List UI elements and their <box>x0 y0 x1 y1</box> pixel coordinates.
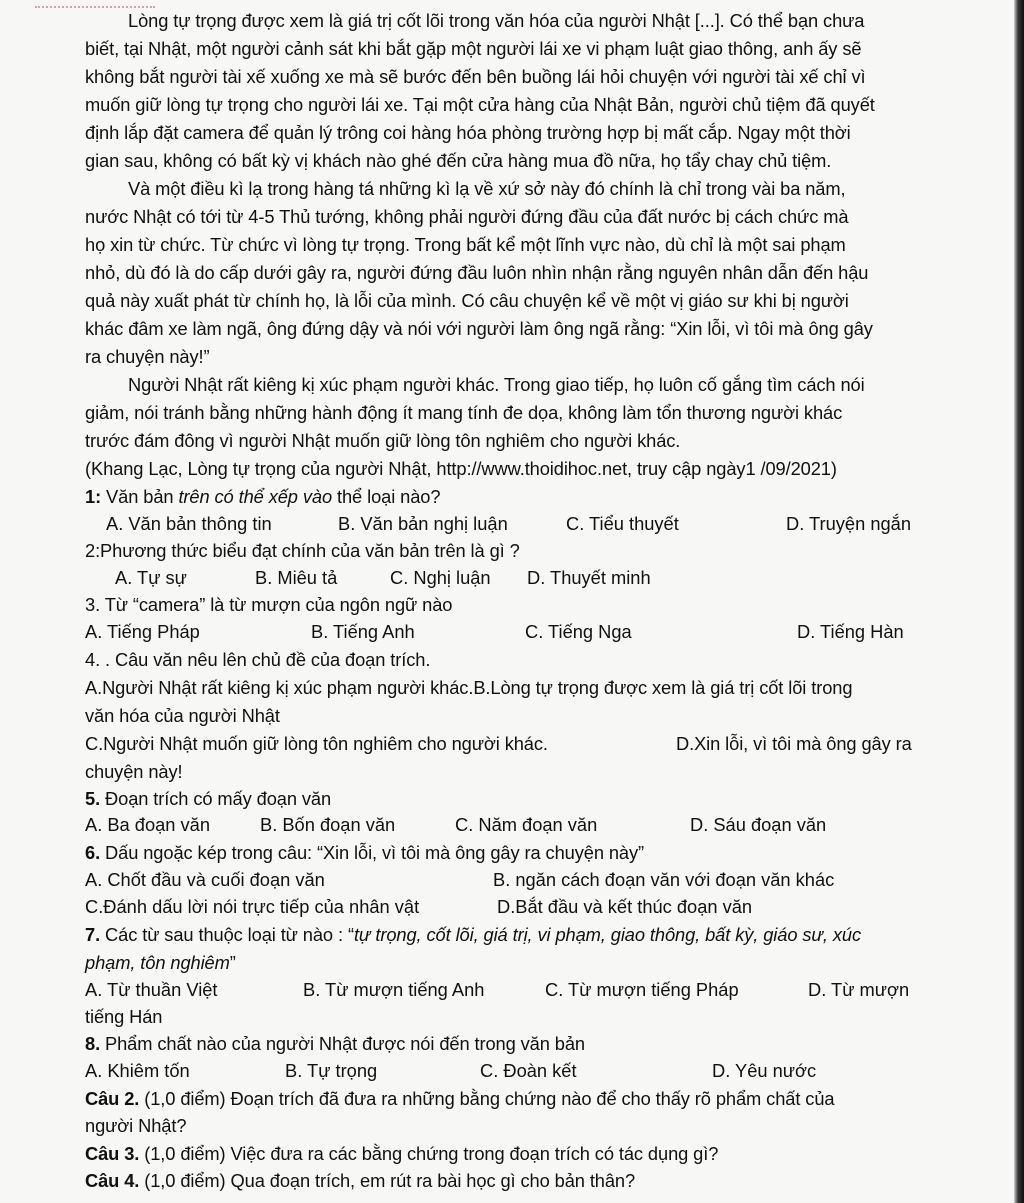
q6-option-a: A. Chốt đầu và cuối đoạn văn <box>85 869 325 890</box>
question-number: 8. <box>85 1033 101 1054</box>
question-text: Các từ sau thuộc loại từ nào : “ <box>100 924 354 945</box>
q2-option-a: A. Tự sự <box>115 567 187 588</box>
q6-option-c: C.Đánh dấu lời nói trực tiếp của nhân vật <box>85 896 420 917</box>
q6-option-b: B. ngăn cách đoạn văn với đoạn văn khác <box>493 869 835 890</box>
passage-line: giảm, nói tránh bằng những hành động ít mang tính đe dọa, không làm tổn thương người khác <box>85 402 843 423</box>
passage-line: muốn giữ lòng tự trọng cho người lái xe. Tại một cửa hàng của Nhật Bản, người chủ tiệm đã quyết <box>85 94 875 115</box>
passage-line: nhỏ, dù đó là do cấp dưới gây ra, người đứng đầu luôn nhìn nhận rằng nguyên nhân dẫn đến hậu <box>85 262 869 283</box>
q3-option-b: B. Tiếng Anh <box>311 621 415 642</box>
essay-question-2 <box>85 1086 834 1112</box>
q2-option-c: C. Nghị luận <box>390 567 491 588</box>
q5-option-a: A. Ba đoạn văn <box>85 814 211 835</box>
passage-line: ra chuyện này!” <box>85 346 210 367</box>
q8-option-a: A. Khiêm tốn <box>85 1060 190 1081</box>
question-number: 5. <box>85 788 101 809</box>
question-number: 1: <box>85 486 102 507</box>
passage-line: trước đám đông vì người Nhật muốn giữ lòng tôn nghiêm cho người khác. <box>85 430 681 451</box>
essay-question-4 <box>85 1168 635 1194</box>
q7-option-d-cont: tiếng Hán <box>85 1006 163 1027</box>
q4-options-line: chuyện này! <box>85 761 183 782</box>
pen-scribble-mark <box>35 0 155 8</box>
q3-option-d: D. Tiếng Hàn <box>797 621 904 642</box>
essay-text: (1,0 điểm) Qua đoạn trích, em rút ra bài học gì cho bản thân? <box>139 1170 636 1191</box>
question-text-italic: trên có thể xếp vào <box>178 486 333 507</box>
question-text: Dấu ngoặc kép trong câu: “Xin lỗi, vì tôi mà ông gây ra chuyện này” <box>100 842 645 863</box>
essay-text: (1,0 điểm) Việc đưa ra các bằng chứng trong đoạn trích có tác dụng gì? <box>139 1143 719 1164</box>
essay-label: Câu 2. <box>85 1088 140 1109</box>
question-7-cont <box>85 950 236 976</box>
q1-option-b: B. Văn bản nghị luận <box>338 513 508 534</box>
q7-option-c: C. Từ mượn tiếng Pháp <box>545 979 739 1000</box>
passage-line: nước Nhật có tới từ 4-5 Thủ tướng, không phải người đứng đầu của đất nước bị cách chức mà <box>85 206 849 227</box>
question-text: thể loại nào? <box>332 486 441 507</box>
essay-question-3 <box>85 1141 718 1167</box>
q2-option-d: D. Thuyết minh <box>527 567 651 588</box>
q6-option-d: D.Bắt đầu và kết thúc đoạn văn <box>497 896 753 917</box>
question-2: 2:Phương thức biểu đạt chính của văn bản trên là gì ? <box>85 540 520 561</box>
question-text: Đoạn trích có mấy đoạn văn <box>100 788 332 809</box>
passage-line: không bắt người tài xế xuống xe mà sẽ bước đến bên buồng lái hỏi chuyện với người tài xế chỉ vì <box>85 66 866 87</box>
passage-line: họ xin từ chức. Từ chức vì lòng tự trọng. Trong bất kể một lĩnh vực nào, dù chỉ là một sai phạm <box>85 234 846 255</box>
question-text-italic: phạm, tôn nghiêm <box>85 952 230 973</box>
question-5 <box>85 786 331 812</box>
essay-label: Câu 3. <box>85 1143 140 1164</box>
question-7 <box>85 922 861 948</box>
essay-text: (1,0 điểm) Đoạn trích đã đưa ra những bằng chứng nào để cho thấy rõ phẩm chất của <box>139 1088 835 1109</box>
q4-option-c: C.Người Nhật muốn giữ lòng tôn nghiêm cho người khác. <box>85 733 548 754</box>
question-3: 3. Từ “camera” là từ mượn của ngôn ngữ nào <box>85 594 453 615</box>
question-text: Phẩm chất nào của người Nhật được nói đến trong văn bản <box>100 1033 585 1054</box>
q4-options-line: văn hóa của người Nhật <box>85 705 280 726</box>
q5-option-c: C. Năm đoạn văn <box>455 814 598 835</box>
q7-option-b: B. Từ mượn tiếng Anh <box>303 979 485 1000</box>
passage-line: gian sau, không có bất kỳ vị khách nào ghé đến cửa hàng mua đồ nữa, họ tẩy chay chủ tiệm. <box>85 150 832 171</box>
source-citation: (Khang Lạc, Lòng tự trọng của người Nhật, http://www.thoidihoc.net, truy cập ngày1 /09/2021) <box>85 458 837 479</box>
passage-line: Lòng tự trọng được xem là giá trị cốt lõi trong văn hóa của người Nhật [...]. Có thể bạn chưa <box>128 10 865 31</box>
question-4: 4. . Câu văn nêu lên chủ đề của đoạn trích. <box>85 649 431 670</box>
question-number: 6. <box>85 842 101 863</box>
q7-option-d: D. Từ mượn <box>808 979 910 1000</box>
q2-option-b: B. Miêu tả <box>255 567 338 588</box>
q4-options-line: A.Người Nhật rất kiêng kị xúc phạm người khác.B.Lòng tự trọng được xem là giá trị cốt lõi trong <box>85 677 853 698</box>
question-text: ” <box>229 952 236 973</box>
q5-option-d: D. Sáu đoạn văn <box>690 814 827 835</box>
question-text-italic: tự trọng, cốt lõi, giá trị, vi phạm, giao thông, bất kỳ, giáo sư, xúc <box>353 924 862 945</box>
question-1 <box>85 484 440 510</box>
question-number: 7. <box>85 924 101 945</box>
passage-line: khác đâm xe làm ngã, ông đứng dậy và nói với người làm ông ngã rằng: “Xin lỗi, vì tôi mà ông gây <box>85 318 873 339</box>
q7-option-a: A. Từ thuần Việt <box>85 979 218 1000</box>
q1-option-a: A. Văn bản thông tin <box>106 513 272 534</box>
passage-line: Người Nhật rất kiêng kị xúc phạm người khác. Trong giao tiếp, họ luôn cố gắng tìm cách nói <box>128 374 865 395</box>
q1-option-d: D. Truyện ngắn <box>786 513 911 534</box>
q1-option-c: C. Tiểu thuyết <box>566 513 679 534</box>
passage-line: quả này xuất phát từ chính họ, là lỗi của mình. Có câu chuyện kể về một vị giáo sư khi bị người <box>85 290 849 311</box>
q4-option-d: D.Xin lỗi, vì tôi mà ông gây ra <box>676 733 912 754</box>
passage-line: Và một điều kì lạ trong hàng tá những kì lạ về xứ sở này đó chính là chỉ trong vài ba năm, <box>128 178 846 199</box>
passage-line: biết, tại Nhật, một người cảnh sát khi bắt gặp một người lái xe vi phạm luật giao thông, anh ấy sẽ <box>85 38 862 59</box>
q3-option-c: C. Tiếng Nga <box>525 621 632 642</box>
q3-option-a: A. Tiếng Pháp <box>85 621 200 642</box>
q8-option-b: B. Tự trọng <box>285 1060 378 1081</box>
q8-option-c: C. Đoàn kết <box>480 1060 577 1081</box>
q8-option-d: D. Yêu nước <box>712 1060 817 1081</box>
question-8 <box>85 1031 585 1057</box>
essay-question-2-cont: người Nhật? <box>85 1115 187 1136</box>
essay-label: Câu 4. <box>85 1170 140 1191</box>
q5-option-b: B. Bốn đoạn văn <box>260 814 396 835</box>
question-6 <box>85 840 644 866</box>
passage-line: định lắp đặt camera để quản lý trông coi hàng hóa phòng trường hợp bị mất cắp. Ngay một thời <box>85 122 851 143</box>
photo-edge-shadow <box>1014 0 1024 1203</box>
question-text: Văn bản <box>101 486 179 507</box>
